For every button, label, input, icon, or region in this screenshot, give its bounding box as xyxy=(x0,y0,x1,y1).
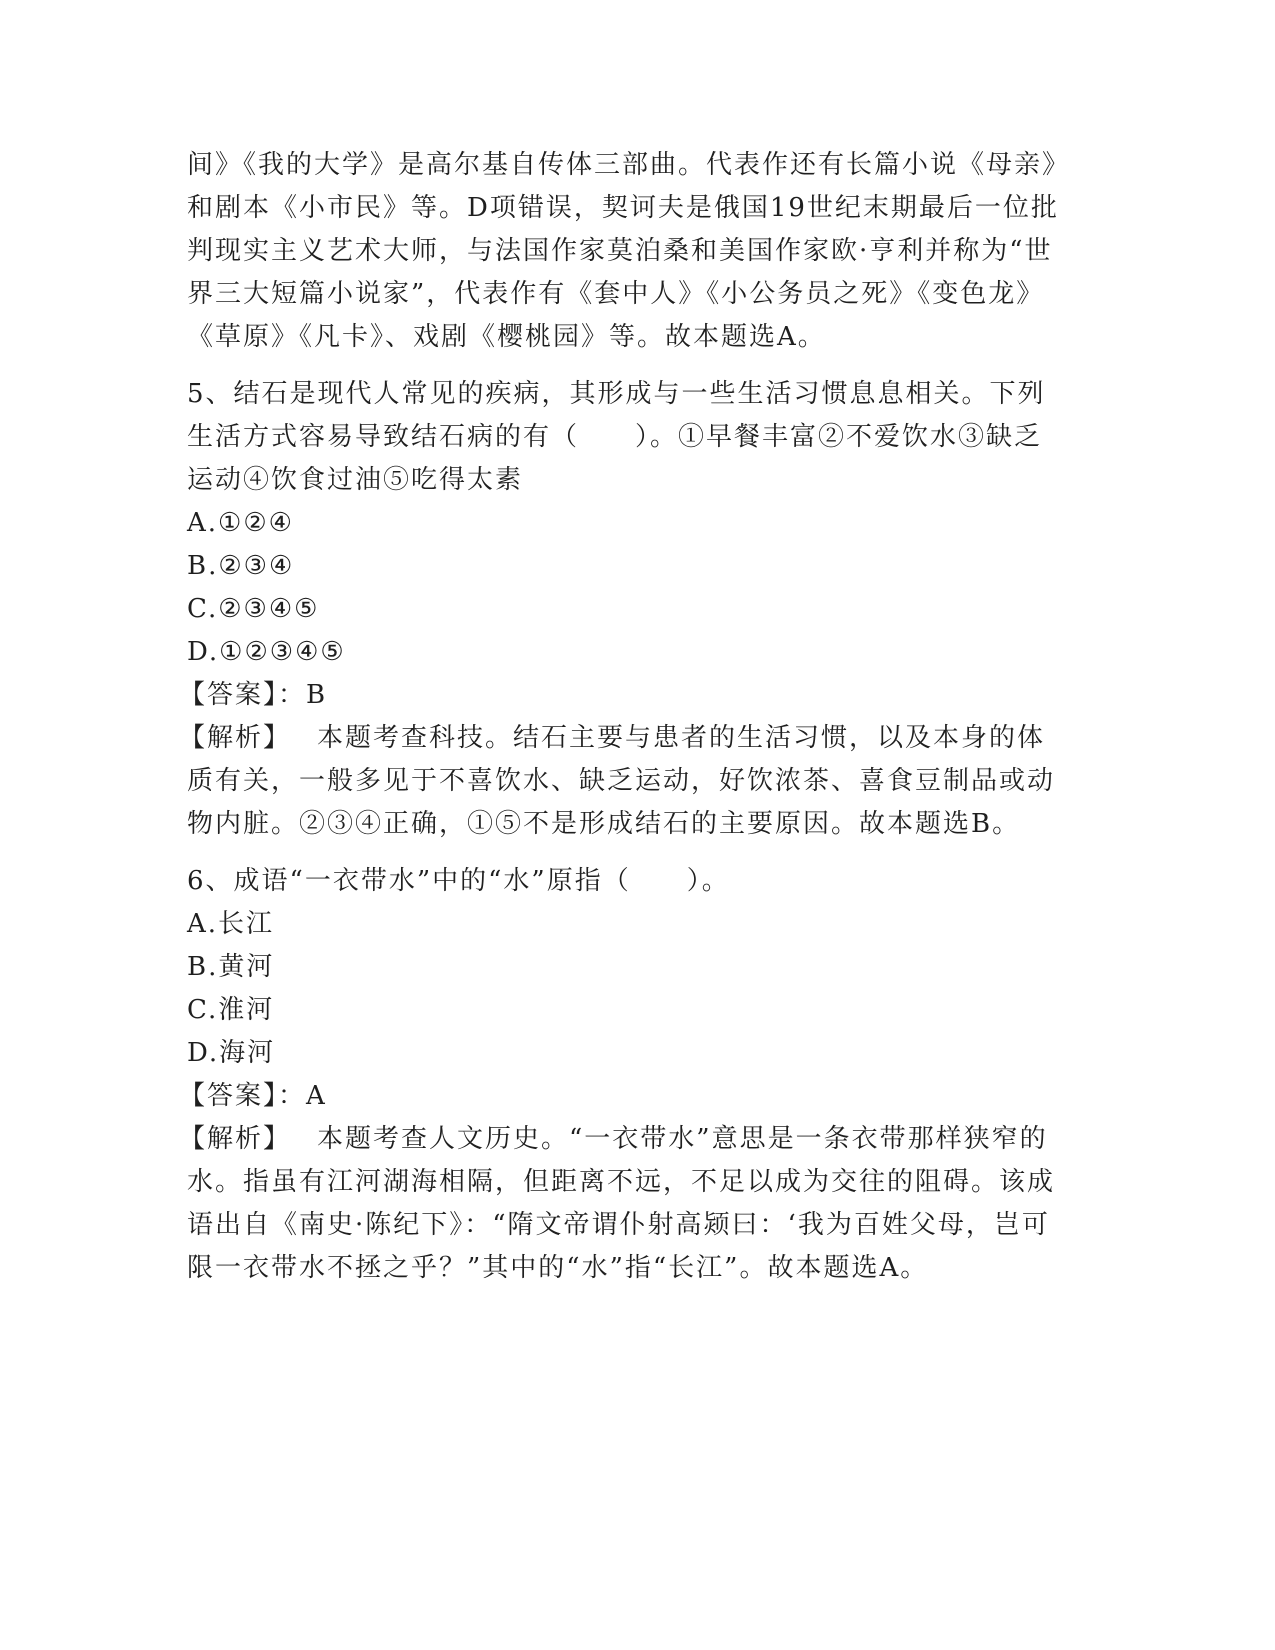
question-5-option-b: B.②③④ xyxy=(187,551,295,581)
document-content xyxy=(179,144,1067,1290)
question-5 xyxy=(179,373,1067,846)
section-gap xyxy=(187,846,1067,860)
question-6-option-d: D.海河 xyxy=(187,1038,276,1068)
explanation-text: 本题考查科技。结石主要与患者的生活习惯，以及本身的体质有关，一般多见于不喜饮水、缺乏运动，好饮浓茶、喜食豆制品或动物内脏。②③④正确，①⑤不是形成结石的主要原因。故本题选B。 xyxy=(187,723,1056,839)
question-5-answer xyxy=(179,674,1067,717)
question-5-stem: 5、结石是现代人常见的疾病，其形成与一些生活习惯息息相关。下列生活方式容易导致结石病的有（ ）。①早餐丰富②不爱饮水③缺乏运动④饮食过油⑤吃得太素 xyxy=(187,379,1046,495)
answer-value: A xyxy=(306,1081,327,1111)
question-6-option-a: A.长江 xyxy=(187,909,275,939)
question-5-option-c: C.②③④⑤ xyxy=(187,594,320,624)
answer-value: B xyxy=(306,680,328,710)
answer-label: 【答案】： xyxy=(179,1081,307,1111)
question-5-option-d: D.①②③④⑤ xyxy=(187,637,346,667)
question-6-stem: 6、成语“一衣带水”中的“水”原指（ ）。 xyxy=(187,866,730,896)
question-6-explanation xyxy=(179,1118,1067,1290)
question-5-explanation xyxy=(179,717,1067,846)
intro-paragraph: 间》《我的大学》是高尔基自传体三部曲。代表作还有长篇小说《母亲》和剧本《小市民》等。D项错误，契诃夫是俄国19世纪末期最后一位批判现实主义艺术大师，与法国作家莫泊桑和美国作家欧·亨利并称为“世界三大短篇小说家”，代表作有《套中人》《小公务员之死》《变色龙》《草原》《凡卡》、戏剧《樱桃园》等。故本题选A。 xyxy=(187,150,1059,352)
question-6 xyxy=(179,860,1067,1290)
section-gap xyxy=(187,359,1067,373)
explanation-label: 【解析】 xyxy=(179,723,292,753)
answer-label: 【答案】： xyxy=(179,680,307,710)
question-5-option-a: A.①②④ xyxy=(187,508,294,538)
question-6-option-b: B.黄河 xyxy=(187,952,275,982)
question-6-answer xyxy=(179,1075,1067,1118)
explanation-text: 本题考查人文历史。“一衣带水”意思是一条衣带那样狭窄的水。指虽有江河湖海相隔，但距离不远，不足以成为交往的阻碍。该成语出自《南史·陈纪下》：“隋文帝谓仆射高颎曰：‘我为百姓父母，岂可限一衣带水不拯之乎？”其中的“水”指“长江”。故本题选A。 xyxy=(187,1124,1056,1283)
explanation-label: 【解析】 xyxy=(179,1124,292,1154)
question-6-option-c: C.淮河 xyxy=(187,995,275,1025)
